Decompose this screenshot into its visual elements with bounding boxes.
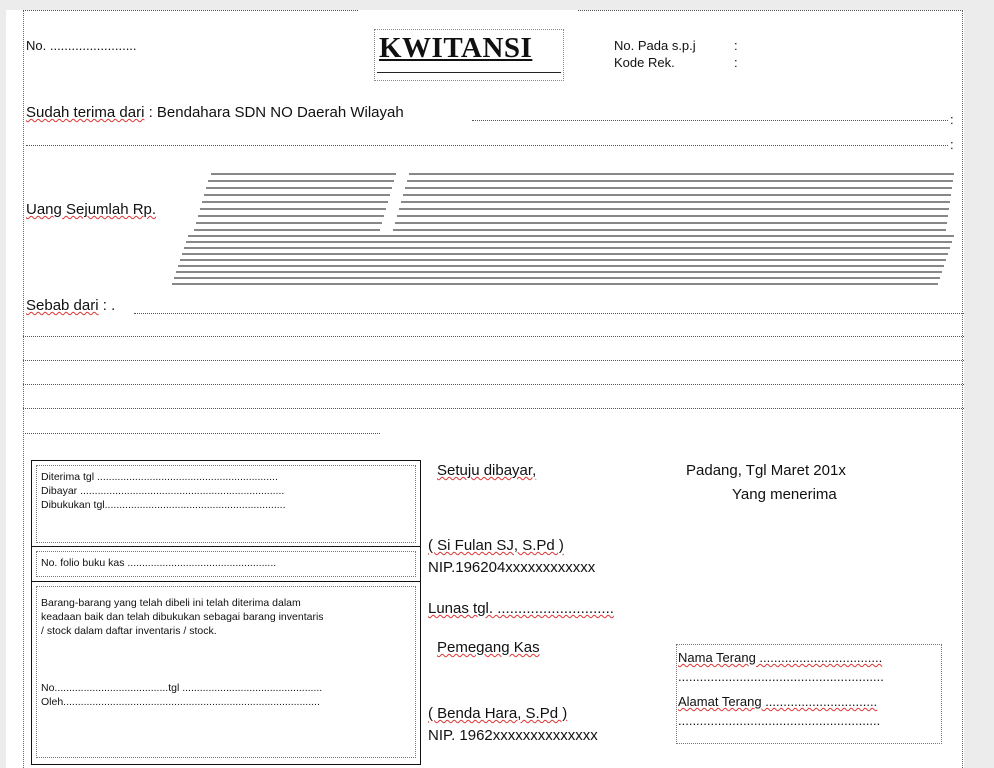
amount-lines	[166, 170, 956, 290]
receipt-page	[6, 10, 964, 768]
approver-nip: NIP.196204xxxxxxxxxxxx	[428, 559, 596, 576]
treasurer-name: ( Benda Hara, S.Pd )	[428, 705, 568, 722]
no-pada-spj-label: No. Pada s.p.j	[614, 38, 696, 53]
receipt-title-box	[374, 29, 564, 81]
yang-menerima: Yang menerima	[732, 486, 837, 503]
top-border-left	[23, 10, 358, 11]
top-border-right	[578, 10, 963, 11]
barang-line-1: Barang-barang yang telah dibeli ini telah diterima dalam	[41, 597, 301, 609]
receipt-number: No. ........................	[26, 38, 137, 53]
kode-rek-colon: :	[734, 55, 738, 70]
alamat-terang: Alamat Terang ...............................	[678, 694, 878, 709]
alamat-terang-line2: ........................................................	[678, 713, 881, 728]
dibukukan-tgl: Dibukukan tgl..............................................................	[41, 499, 286, 511]
received-from-label: Sudah terima dari	[26, 104, 145, 121]
amount-label: Uang Sejumlah Rp.	[26, 201, 157, 218]
no-pada-spj-colon: :	[734, 38, 738, 53]
barang-line-2: keadaan baik dan telah dibukukan sebagai barang inventaris	[41, 611, 324, 623]
setuju-dibayar: Setuju dibayar,	[437, 462, 537, 479]
no-tgl: No.......................................tgl ................................................	[41, 682, 323, 694]
nama-terang: Nama Terang ..................................	[678, 650, 883, 665]
reason-label: Sebab dari	[26, 297, 99, 314]
right-border	[962, 10, 963, 768]
barang-line-3: / stock dalam daftar inventaris / stock.	[41, 625, 217, 637]
received-from-field	[26, 104, 404, 121]
folio-buku-kas: No. folio buku kas ...................................................	[41, 557, 277, 569]
pemegang-kas: Pemegang Kas	[437, 639, 540, 656]
lunas-tgl: Lunas tgl. ............................	[428, 600, 614, 617]
received-from-line2-colon: :	[950, 137, 954, 152]
received-from-value: : Bendahara SDN NO Daerah Wilayah	[144, 104, 404, 121]
reason-value: : .	[98, 297, 116, 314]
place-date: Padang, Tgl Maret 201x	[686, 462, 846, 479]
received-from-end-colon: :	[950, 112, 954, 127]
reason-field	[26, 297, 115, 314]
nama-terang-line2: .........................................................	[678, 669, 884, 684]
left-border	[23, 10, 24, 768]
diterima-tgl: Diterima tgl ..............................................................	[41, 471, 278, 483]
kode-rek-label: Kode Rek.	[614, 55, 675, 70]
treasurer-nip: NIP. 1962xxxxxxxxxxxxxx	[428, 727, 598, 744]
oleh: Oleh........................................................................................	[41, 696, 320, 708]
dibayar: Dibayar ......................................................................	[41, 485, 285, 497]
approver-name: ( Si Fulan SJ, S.Pd )	[428, 537, 564, 554]
receipt-title: KWITANSI	[379, 32, 533, 64]
